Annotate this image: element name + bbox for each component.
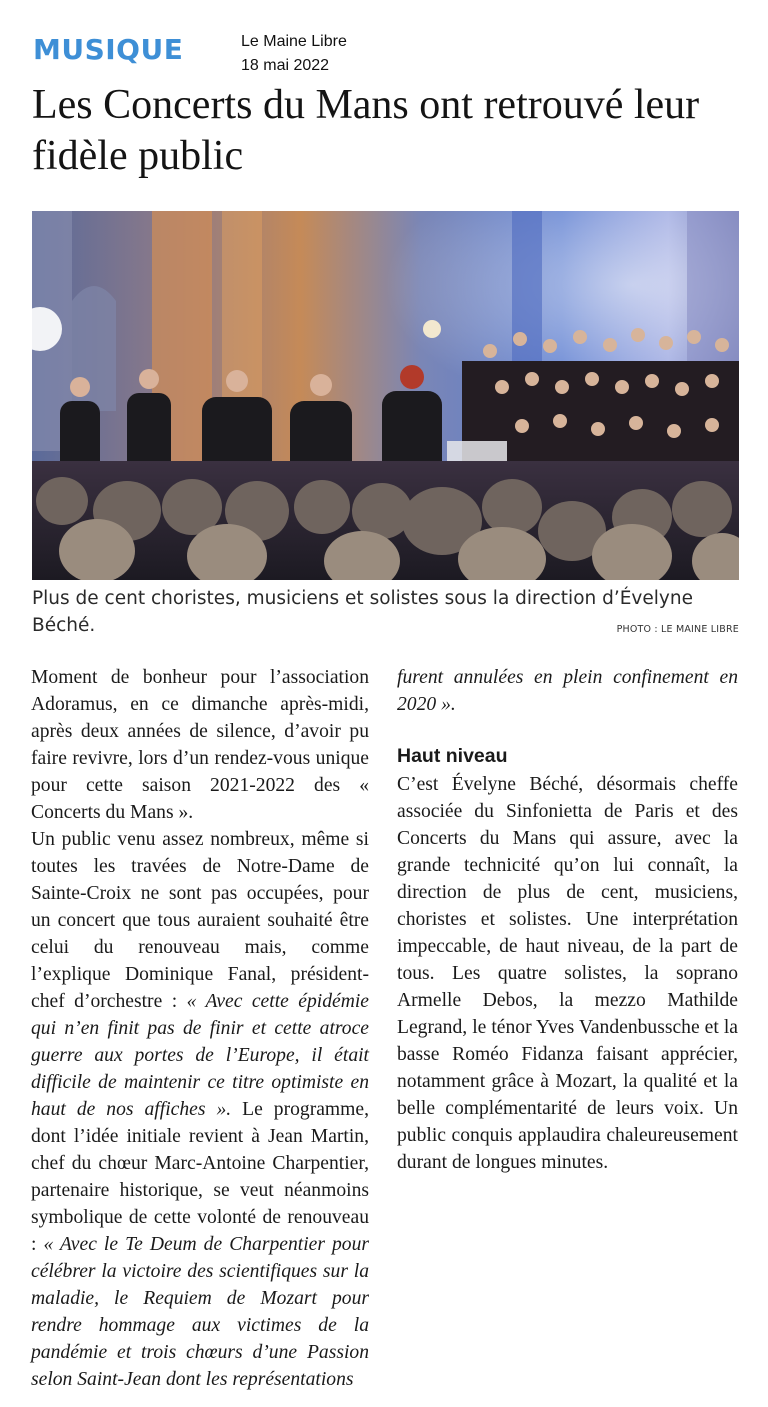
programme-quote: « Avec le Te Deum de Charpentier pour célébrer la victoire des scientifiques sur la maladie, le Requiem de Mozart pour rendre hommage aux victimes de la pandémie et trois chœurs d’une Passion selon Saint-Jean dont les représentations (31, 1234, 370, 1390)
article-headline: Les Concerts du Mans ont retrouvé leur fidèle public (32, 82, 700, 179)
programme-quote-continued: furent annulées en plein confinement en 2020 ». (397, 667, 738, 715)
paragraph-intro: Moment de bonheur pour l’association Adoramus, en ce dimanche après-midi, après deux années de silence, d’avoir pu faire revivre, lors d’un rendez-vous unique pour cette saison 2021-2022 des « Concerts du Mans ». (31, 667, 369, 823)
article-column-left (31, 664, 369, 1393)
source-block (241, 30, 347, 78)
photo-caption: Plus de cent choristes, musiciens et solistes sous la direction d’Évelyne Béché. (32, 588, 693, 636)
paragraph-performance: C’est Évelyne Béché, désormais cheffe associée du Sinfonietta de Paris et des Concerts du Mans qui assure, avec la grande technicité qu’on lui connaît, la direction de plus de cent, musiciens, choristes et solistes. Une interprétation impeccable, de haut niveau, de la part de tous. Les quatre solistes, la soprano Armelle Debos, la mezzo Mathilde Legrand, le ténor Yves Vandenbussche et la basse Roméo Fidanza faisant apprécier, notamment grâce à Mozart, la qualité et la belle complémentarité de leurs voix. Un public conquis applaudira chaleureusement durant de longues minutes. (397, 774, 738, 1173)
article-column-right (397, 664, 738, 1176)
paragraph-public (31, 826, 369, 1393)
paragraph-public-text: Un public venu assez nombreux, même si toutes les travées de Notre-Dame de Sainte-Croix ne sont pas occupées, pour un concert que tous auraient souhaité être celui du renouveau mais, comme l’explique Dominique Fanal, président-chef d’orchestre : (31, 829, 369, 1012)
section-rubric: MUSIQUE (33, 33, 184, 66)
publication-name: Le Maine Libre (241, 33, 347, 50)
paragraph-programme-text: Le programme, dont l’idée initiale revient à Jean Martin, chef du chœur Marc-Antoine Charpentier, partenaire historique, se veut néanmoins symbolique de cette volonté de renouveau : (31, 1099, 369, 1255)
subhead-haut-niveau: Haut niveau (397, 745, 508, 767)
fanal-quote: « Avec cette épidémie qui n’en finit pas de finir et cette atroce guerre aux portes de l’Europe, il était difficile de maintenir ce titre optimiste en haut de nos affiches ». (31, 991, 369, 1120)
publication-date: 18 mai 2022 (241, 57, 330, 74)
concert-photo (32, 211, 739, 580)
photo-credit: PHOTO : LE MAINE LIBRE (616, 624, 739, 635)
